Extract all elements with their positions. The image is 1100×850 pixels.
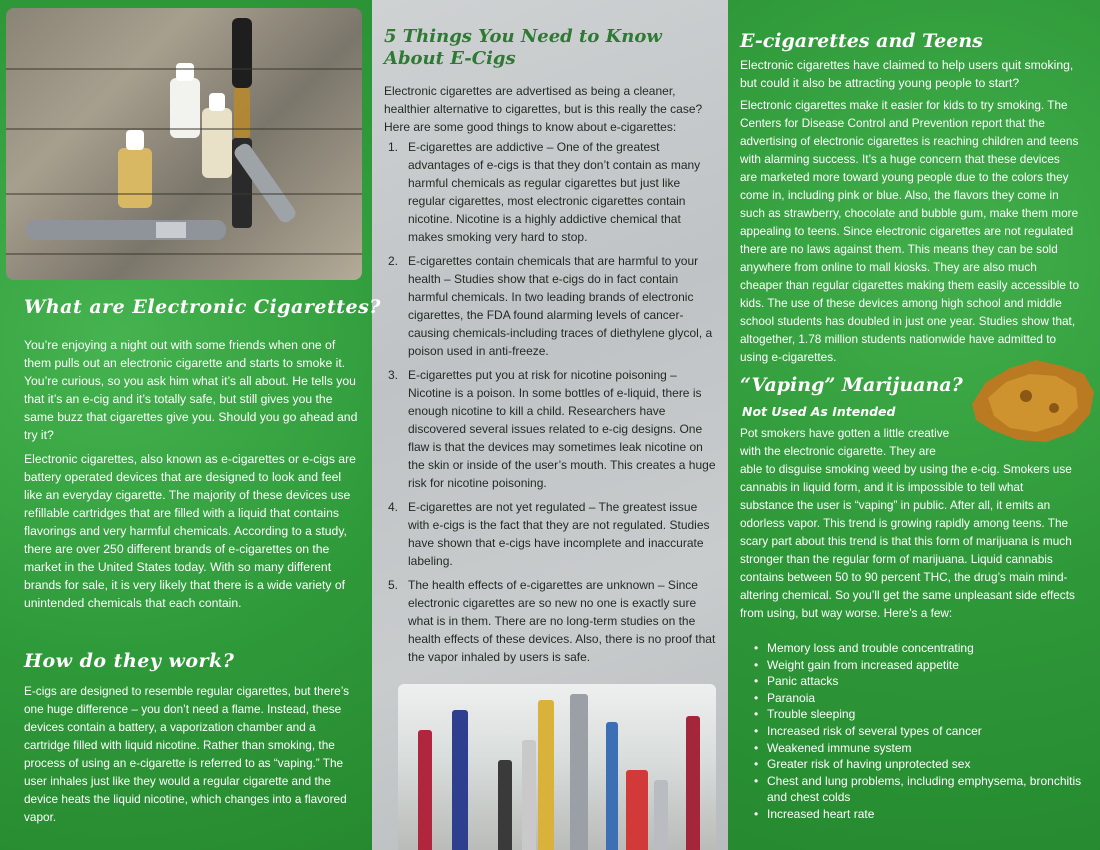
side-effect-text: Greater risk of having unprotected sex [767, 757, 971, 772]
side-effect-item [752, 690, 1082, 707]
side-effect-item [752, 640, 1082, 657]
item-number: 3. [388, 368, 399, 382]
five-things-intro: Electronic cigarettes are advertised as being a cleaner, healthier alternative to cigarettes, but is this really the case? Here are some good things to know about e-cigarettes: [384, 84, 703, 134]
side-effect-text: Increased heart rate [767, 806, 875, 821]
side-effect-item [752, 740, 1082, 757]
bullet-dot: • [754, 707, 759, 722]
side-effect-item [752, 657, 1082, 674]
bullet-dot: • [754, 806, 759, 821]
vaping-subheading: Not Used As Intended [742, 404, 896, 419]
side-effect-text: Weakened immune system [767, 740, 912, 755]
side-effect-text: Memory loss and trouble concentrating [767, 641, 974, 655]
how-paragraph: E-cigs are designed to resemble regular cigarettes, but there’s one huge difference – you don’t need a flame. Instead, these devices contain a battery, a vaporization chamber and a cartridge filled with liquid nicotine. Rather than smoking, the process of using an e-cigarette is referred to as “vaping.” The user inhales just like they would a regular cigarette and the device heats the liquid nicotine, which changes into a flavored vapor. [24, 684, 350, 824]
what-heading: What are Electronic Cigarettes? [24, 296, 381, 318]
side-effect-text: Weight gain from increased appetite [767, 657, 959, 672]
side-effect-text: Increased risk of several types of cancer [767, 723, 982, 738]
side-effect-text: Chest and lung problems, including emphysema, bronchitis and chest colds [767, 773, 1082, 805]
teens-heading: E-cigarettes and Teens [740, 30, 983, 52]
ecig-pens-photo [398, 684, 716, 850]
bullet-dot: • [754, 757, 759, 772]
item-number: 4. [388, 500, 399, 514]
bullet-dot: • [754, 773, 759, 788]
ecig-devices-photo [6, 8, 362, 280]
side-effects-list [752, 640, 1082, 823]
teens-body-paragraph: Electronic cigarettes make it easier for kids to try smoking. The Centers for Disease Control and Prevention report that the advertising of electronic cigarettes is reaching children and teens with alarming success. It’s a huge concern that these devices are marketed more toward young people due to the colors they come in, including pink or blue. Also, the flavors they come in such as strawberry, chocolate and bubble gum, make them more appealing to teens. Since electronic cigarettes are not regulated there are no laws against them. This means they can be sold anywhere from online to mall kiosks. They are also much cheaper than regular cigarettes making them easily accessible to kids. The use of these devices among high school and middle school students has doubled in just one year. Studies show that, altogether, 1.78 million students nationwide have admitted to using e-cigarettes. [740, 98, 1080, 364]
five-things-item [388, 366, 718, 492]
bullet-dot: • [754, 674, 759, 689]
item-text: E-cigarettes put you at risk for nicotine poisoning – Nicotine is a poison. In some bottles of e-liquid, there is enough nicotine to kill a child. Researchers have discovered several issues related to e-cig designs. One flaw is that the devices may sometimes leak nicotine on the skin or inside of the user’s mouth. This creates a huge risk for nicotine poisoning. [408, 368, 716, 490]
ecig-devices-illustration [6, 8, 362, 280]
item-number: 5. [388, 578, 399, 592]
side-effect-item [752, 723, 1082, 740]
side-effect-item [752, 806, 1082, 823]
item-text: The health effects of e-cigarettes are unknown – Since electronic cigarettes are so new no one is exactly sure what is in them. There are no long-term studies on the health effects of these devices. Also, there is no proof that the vapor inhaled by users is safe. [408, 578, 716, 664]
cannabis-wax-image [966, 352, 1098, 448]
bullet-dot: • [754, 690, 759, 705]
five-things-title: 5 Things You Need to Know About E-Cigs [384, 26, 662, 69]
item-number: 1. [388, 140, 399, 154]
item-number: 2. [388, 254, 399, 268]
definition-paragraph: Electronic cigarettes, also known as e-cigarettes or e-cigs are battery operated devices that are designed to look and feel like an everyday cigarette. The majority of these devices use refillable cartridges that are filled with a liquid that contains flavorings and very harmful chemicals. According to a study, there are over 250 different brands of e-cigarettes on the market in the United States today. With so many different brands for sale, it is very likely that there is a wide variety of unintended chemicals that each contain. [24, 452, 356, 610]
side-effect-item [752, 773, 1082, 806]
five-things-list [388, 138, 718, 672]
intro-paragraph: You’re enjoying a night out with some friends when one of them pulls out an electronic cigarette and starts to smoke it. You’re curious, so you ask him what it’s all about. He tells you that it’s an e-cig and it’s totally safe, but still gives you the same buzz that cigarettes give you. Should you go ahead and try it? [24, 338, 358, 442]
five-things-item [388, 576, 718, 666]
vaping-heading: “Vaping” Marijuana? [740, 374, 963, 396]
item-text: E-cigarettes are not yet regulated – The greatest issue with e-cigs is the fact that they are not regulated. Studies have shown that e-cigs have incomplete and inaccurate labeling. [408, 500, 710, 568]
side-effect-text: Panic attacks [767, 674, 839, 689]
side-effect-item [752, 706, 1082, 723]
side-effect-item [752, 756, 1082, 773]
teens-intro-paragraph: Electronic cigarettes have claimed to help users quit smoking, but could it also be attracting young people to start? [740, 58, 1074, 90]
bullet-dot: • [754, 657, 759, 672]
five-things-item [388, 498, 718, 570]
vaping-paragraph-part2: able to disguise smoking weed by using the e-cig. Smokers use cannabis in liquid form, and it is impossible to tell what substance the user is “vaping” in public. After all, it emits an odorless vapor. This trend is growing rapidly among teens. The scary part about this trend is that this form of marijuana is much stronger than the regular form of marijuana. Liquid cannabis contains between 50 to 90 percent THC, the drug’s main mind-altering chemical. So you’ll get the same unpleasant side effects from using, but way worse. Here’s a few: [740, 462, 1075, 620]
bullet-dot: • [754, 641, 759, 655]
five-things-item [388, 138, 718, 246]
side-effect-text: Paranoia [767, 690, 816, 705]
bullet-dot: • [754, 723, 759, 738]
item-text: E-cigarettes are addictive – One of the greatest advantages of e-cigs is that they don’t contain as many harmful chemicals as regular cigarettes but just like regular cigarettes, most electronic cigarettes contain nicotine. Nicotine is a highly addictive chemical that makes smoking very hard to stop. [408, 140, 701, 244]
side-effect-text: Trouble sleeping [767, 707, 856, 722]
five-things-item [388, 252, 718, 360]
item-text: E-cigarettes contain chemicals that are harmful to your health – Studies show that e-cigs do in fact contain harmful chemicals. In two leading brands of electronic cigarettes, the FDA found alarming levels of cancer-causing chemicals-including traces of diethylene glycol, a poison used in anti-freeze. [408, 254, 713, 358]
side-effect-item [752, 673, 1082, 690]
how-heading: How do they work? [24, 650, 235, 672]
bullet-dot: • [754, 740, 759, 755]
vaping-paragraph-part1: Pot smokers have gotten a little creative with the electronic cigarette. They are [740, 426, 950, 458]
